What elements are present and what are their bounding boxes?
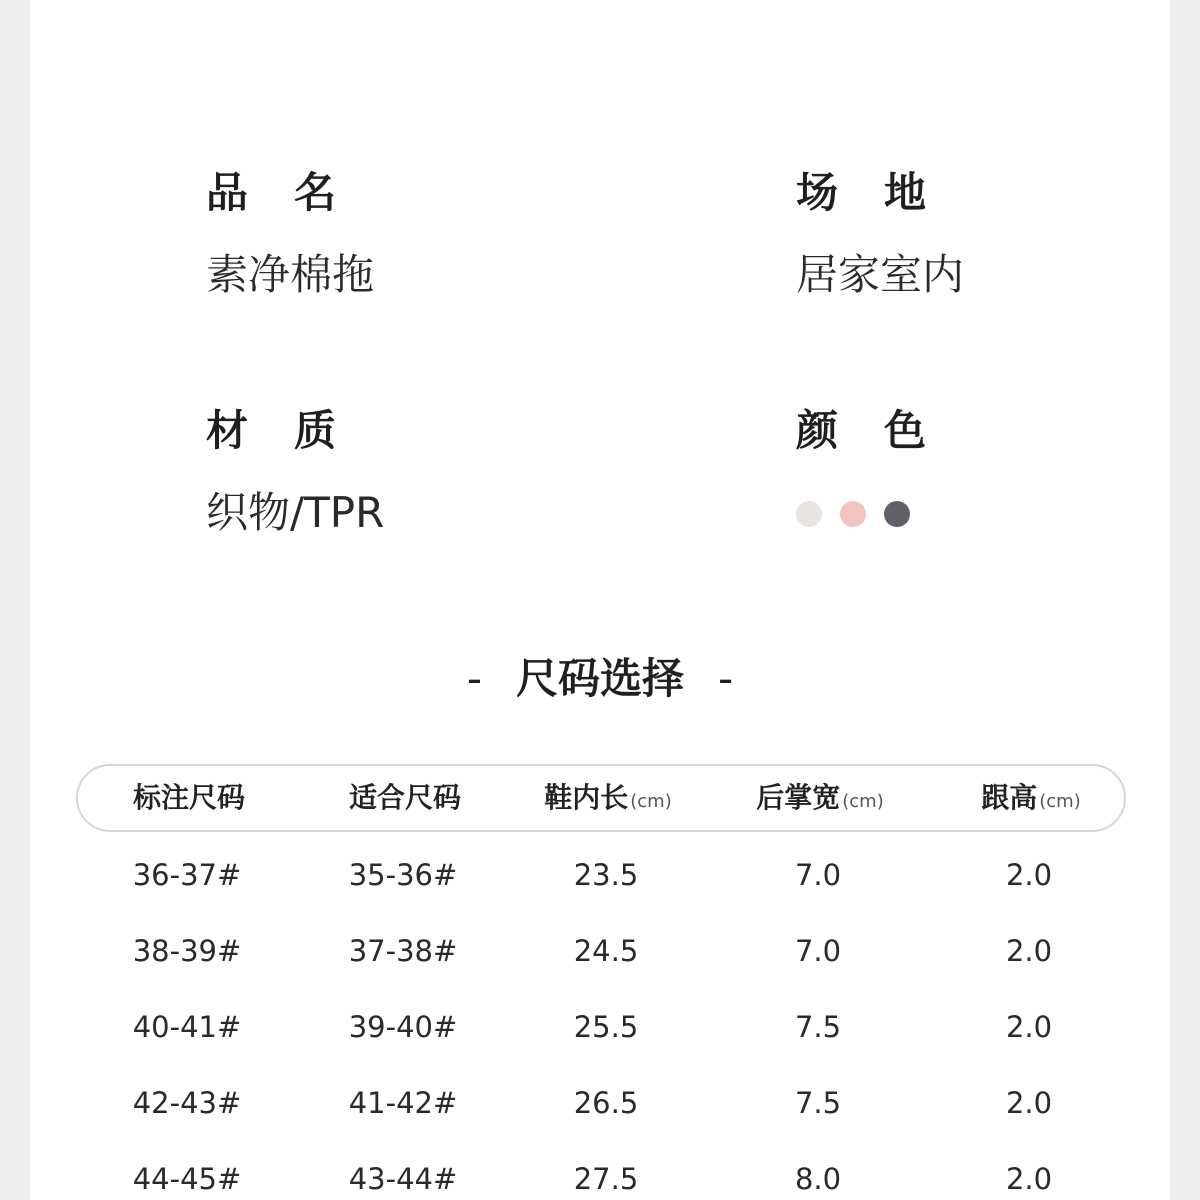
cell-heel-height: 2.0 <box>1005 858 1053 892</box>
header-unit: (cm) <box>842 791 884 812</box>
cell-heel-height: 2.0 <box>1005 934 1053 968</box>
header-heel-width <box>706 766 934 830</box>
cell-fit-size: 37-38# <box>348 934 458 968</box>
title-dash-right: - <box>718 654 734 703</box>
cell-heel-width: 7.5 <box>794 1010 842 1044</box>
header-inner-length <box>510 766 706 830</box>
header-label: 跟高 <box>981 781 1038 814</box>
header-label: 后掌宽 <box>756 781 841 814</box>
cell-fit-size: 39-40# <box>348 1010 458 1044</box>
cell-inner-length: 25.5 <box>573 1010 639 1044</box>
place-value: 居家室内 <box>796 250 965 299</box>
cell-labeled-size: 44-45# <box>132 1162 242 1196</box>
cell-heel-width: 7.5 <box>794 1086 842 1120</box>
color-swatch-pink[interactable] <box>840 501 866 527</box>
cell-fit-size: 35-36# <box>348 858 458 892</box>
table-row <box>76 1159 1126 1199</box>
table-row <box>76 1007 1126 1047</box>
product-name-value: 素净棉拖 <box>206 250 375 299</box>
header-label: 标注尺码 <box>132 781 245 814</box>
size-table-header <box>76 764 1126 832</box>
table-row <box>76 931 1126 971</box>
product-detail-card <box>30 0 1170 1200</box>
table-row <box>76 855 1126 895</box>
cell-inner-length: 23.5 <box>573 858 639 892</box>
cell-labeled-size: 42-43# <box>132 1086 242 1120</box>
header-unit: (cm) <box>1039 791 1081 812</box>
cell-heel-height: 2.0 <box>1005 1010 1053 1044</box>
cell-heel-height: 2.0 <box>1005 1162 1053 1196</box>
cell-fit-size: 43-44# <box>348 1162 458 1196</box>
product-name-label: 品名 <box>206 168 383 217</box>
color-swatch-gray[interactable] <box>884 501 910 527</box>
place-label: 场地 <box>796 168 973 217</box>
cell-heel-width: 7.0 <box>794 858 842 892</box>
material-label: 材质 <box>206 406 383 455</box>
cell-heel-width: 8.0 <box>794 1162 842 1196</box>
cell-inner-length: 26.5 <box>573 1086 639 1120</box>
cell-inner-length: 27.5 <box>573 1162 639 1196</box>
header-heel-height <box>934 766 1128 830</box>
header-unit: (cm) <box>630 791 672 812</box>
title-dash-left: - <box>466 654 482 703</box>
size-section-title <box>30 654 1170 703</box>
cell-heel-width: 7.0 <box>794 934 842 968</box>
cell-labeled-size: 36-37# <box>132 858 242 892</box>
cell-inner-length: 24.5 <box>573 934 639 968</box>
header-label: 适合尺码 <box>348 781 461 814</box>
color-label: 颜色 <box>796 406 973 455</box>
header-fit-size <box>300 766 510 830</box>
table-row <box>76 1083 1126 1123</box>
cell-labeled-size: 40-41# <box>132 1010 242 1044</box>
material-value: 织物/TPR <box>206 488 385 537</box>
cell-fit-size: 41-42# <box>348 1086 458 1120</box>
cell-labeled-size: 38-39# <box>132 934 242 968</box>
color-swatch-beige[interactable] <box>796 501 822 527</box>
header-label: 鞋内长 <box>544 781 629 814</box>
cell-heel-height: 2.0 <box>1005 1086 1053 1120</box>
color-swatches <box>796 501 910 527</box>
size-section-title-text: 尺码选择 <box>515 654 684 703</box>
header-labeled-size <box>78 766 300 830</box>
